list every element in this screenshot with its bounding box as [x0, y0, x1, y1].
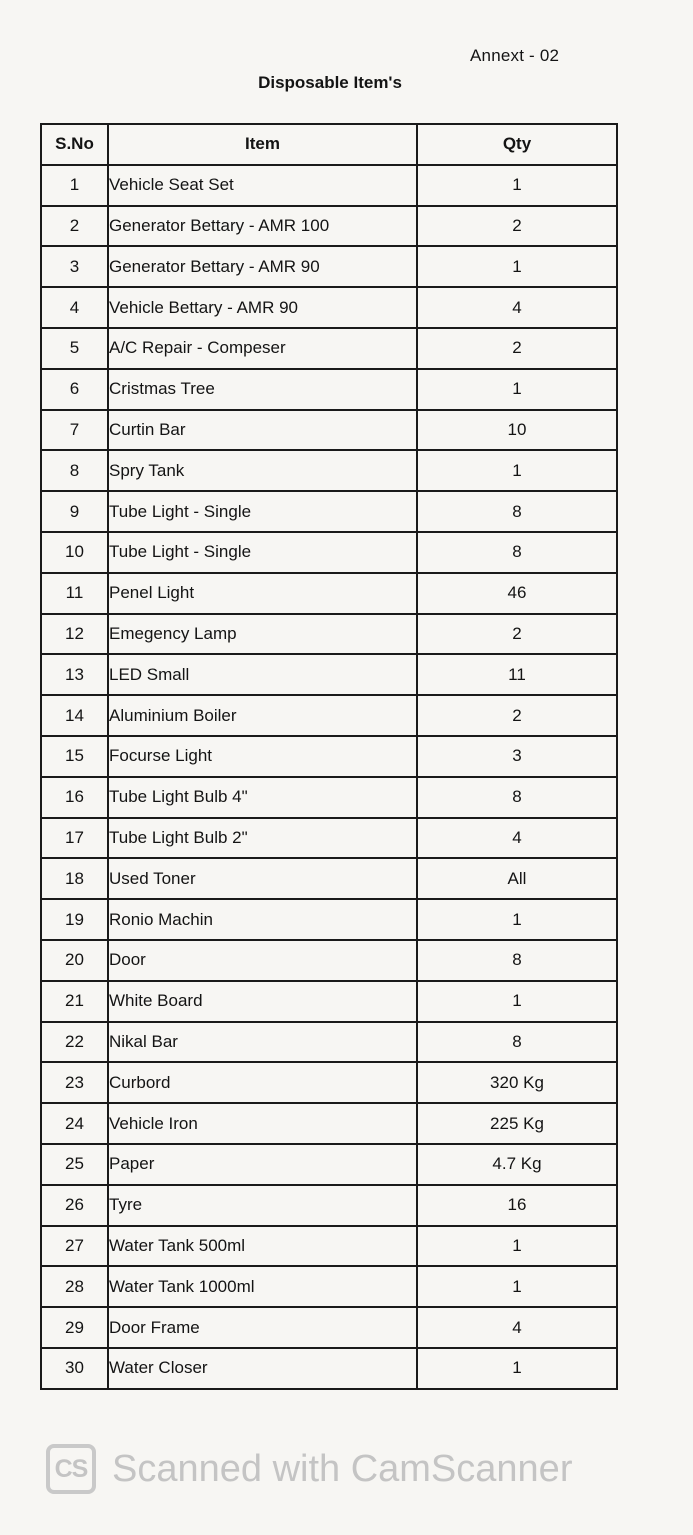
table-row: [41, 1103, 617, 1144]
cell-qty: 46: [417, 573, 617, 614]
cell-qty: 8: [417, 491, 617, 532]
watermark-text: Scanned with CamScanner: [112, 1447, 573, 1490]
cell-sno: 2: [41, 206, 108, 247]
cell-qty: 10: [417, 410, 617, 451]
table-row: [41, 1266, 617, 1307]
cell-qty: 225 Kg: [417, 1103, 617, 1144]
column-header-qty: Qty: [417, 124, 617, 165]
column-header-sno: S.No: [41, 124, 108, 165]
table-row: [41, 736, 617, 777]
cell-qty: 1: [417, 450, 617, 491]
cell-item: Tube Light Bulb 4": [108, 777, 417, 818]
cell-sno: 20: [41, 940, 108, 981]
cell-qty: 11: [417, 654, 617, 695]
cell-sno: 30: [41, 1348, 108, 1389]
cell-sno: 25: [41, 1144, 108, 1185]
table-row: [41, 1307, 617, 1348]
cell-sno: 9: [41, 491, 108, 532]
table-row: [41, 818, 617, 859]
cell-sno: 19: [41, 899, 108, 940]
table-row: [41, 981, 617, 1022]
cell-item: Door Frame: [108, 1307, 417, 1348]
cell-sno: 10: [41, 532, 108, 573]
table-row: [41, 246, 617, 287]
cell-sno: 22: [41, 1022, 108, 1063]
cell-sno: 15: [41, 736, 108, 777]
cell-qty: 320 Kg: [417, 1062, 617, 1103]
cell-item: Generator Bettary - AMR 100: [108, 206, 417, 247]
table-row: [41, 899, 617, 940]
cell-item: Ronio Machin: [108, 899, 417, 940]
table-row: [41, 369, 617, 410]
table-row: [41, 573, 617, 614]
cell-qty: 2: [417, 614, 617, 655]
cell-sno: 4: [41, 287, 108, 328]
cell-sno: 11: [41, 573, 108, 614]
table-row: [41, 654, 617, 695]
cell-sno: 5: [41, 328, 108, 369]
table-row: [41, 450, 617, 491]
cell-sno: 13: [41, 654, 108, 695]
cell-qty: 2: [417, 695, 617, 736]
cell-qty: 2: [417, 328, 617, 369]
cell-item: Paper: [108, 1144, 417, 1185]
cell-item: Tube Light - Single: [108, 532, 417, 573]
table-row: [41, 165, 617, 206]
table-row: [41, 1185, 617, 1226]
annex-label: Annext - 02: [470, 46, 560, 65]
page-title: Disposable Item's: [258, 73, 402, 92]
cell-qty: 1: [417, 1266, 617, 1307]
table-row: [41, 1226, 617, 1267]
table-row: [41, 858, 617, 899]
cell-qty: 4: [417, 1307, 617, 1348]
table-row: [41, 1022, 617, 1063]
cell-item: Curbord: [108, 1062, 417, 1103]
cell-item: Used Toner: [108, 858, 417, 899]
cell-item: Curtin Bar: [108, 410, 417, 451]
cell-sno: 24: [41, 1103, 108, 1144]
cell-sno: 28: [41, 1266, 108, 1307]
column-header-item: Item: [108, 124, 417, 165]
cell-qty: 16: [417, 1185, 617, 1226]
disposable-items-table: [40, 123, 618, 1390]
cell-qty: 3: [417, 736, 617, 777]
table-row: [41, 206, 617, 247]
cell-qty: 4: [417, 818, 617, 859]
table-row: [41, 695, 617, 736]
cell-item: Tube Light Bulb 2": [108, 818, 417, 859]
cell-item: Nikal Bar: [108, 1022, 417, 1063]
cell-sno: 8: [41, 450, 108, 491]
cell-qty: 1: [417, 369, 617, 410]
cell-qty: 8: [417, 532, 617, 573]
cell-qty: 1: [417, 981, 617, 1022]
cell-sno: 16: [41, 777, 108, 818]
cell-item: Water Tank 1000ml: [108, 1266, 417, 1307]
cell-item: Vehicle Iron: [108, 1103, 417, 1144]
cell-qty: 1: [417, 1226, 617, 1267]
cell-item: LED Small: [108, 654, 417, 695]
table-row: [41, 328, 617, 369]
cell-qty: 1: [417, 899, 617, 940]
cell-qty: 8: [417, 777, 617, 818]
table-row: [41, 532, 617, 573]
cell-qty: 8: [417, 1022, 617, 1063]
cell-item: Focurse Light: [108, 736, 417, 777]
cell-sno: 21: [41, 981, 108, 1022]
cell-item: Water Closer: [108, 1348, 417, 1389]
table-row: [41, 287, 617, 328]
table-header-row: [41, 124, 617, 165]
cell-qty: 1: [417, 246, 617, 287]
cell-qty: 1: [417, 165, 617, 206]
cell-qty: 1: [417, 1348, 617, 1389]
cell-item: Spry Tank: [108, 450, 417, 491]
camscanner-logo-icon: CS: [46, 1444, 96, 1494]
cell-sno: 27: [41, 1226, 108, 1267]
cell-sno: 3: [41, 246, 108, 287]
cell-item: A/C Repair - Compeser: [108, 328, 417, 369]
table-row: [41, 614, 617, 655]
table-row: [41, 410, 617, 451]
cell-item: Penel Light: [108, 573, 417, 614]
cell-sno: 29: [41, 1307, 108, 1348]
cell-item: Tube Light - Single: [108, 491, 417, 532]
cell-item: Vehicle Bettary - AMR 90: [108, 287, 417, 328]
cell-item: Cristmas Tree: [108, 369, 417, 410]
cell-item: Vehicle Seat Set: [108, 165, 417, 206]
cell-sno: 23: [41, 1062, 108, 1103]
cell-sno: 6: [41, 369, 108, 410]
cell-item: Emegency Lamp: [108, 614, 417, 655]
cell-item: Tyre: [108, 1185, 417, 1226]
cell-qty: 4.7 Kg: [417, 1144, 617, 1185]
cell-item: Aluminium Boiler: [108, 695, 417, 736]
cell-sno: 18: [41, 858, 108, 899]
cell-sno: 14: [41, 695, 108, 736]
table-row: [41, 777, 617, 818]
cell-qty: All: [417, 858, 617, 899]
cell-item: Door: [108, 940, 417, 981]
table-body: [41, 165, 617, 1389]
cell-sno: 7: [41, 410, 108, 451]
table-row: [41, 1144, 617, 1185]
cell-item: Generator Bettary - AMR 90: [108, 246, 417, 287]
table-row: [41, 1348, 617, 1389]
cell-item: White Board: [108, 981, 417, 1022]
table-row: [41, 940, 617, 981]
table-row: [41, 1062, 617, 1103]
cell-sno: 17: [41, 818, 108, 859]
cell-sno: 12: [41, 614, 108, 655]
cell-sno: 26: [41, 1185, 108, 1226]
cell-sno: 1: [41, 165, 108, 206]
cell-qty: 8: [417, 940, 617, 981]
table-row: [41, 491, 617, 532]
cell-qty: 2: [417, 206, 617, 247]
cell-qty: 4: [417, 287, 617, 328]
cell-item: Water Tank 500ml: [108, 1226, 417, 1267]
camscanner-watermark: [46, 1443, 572, 1495]
